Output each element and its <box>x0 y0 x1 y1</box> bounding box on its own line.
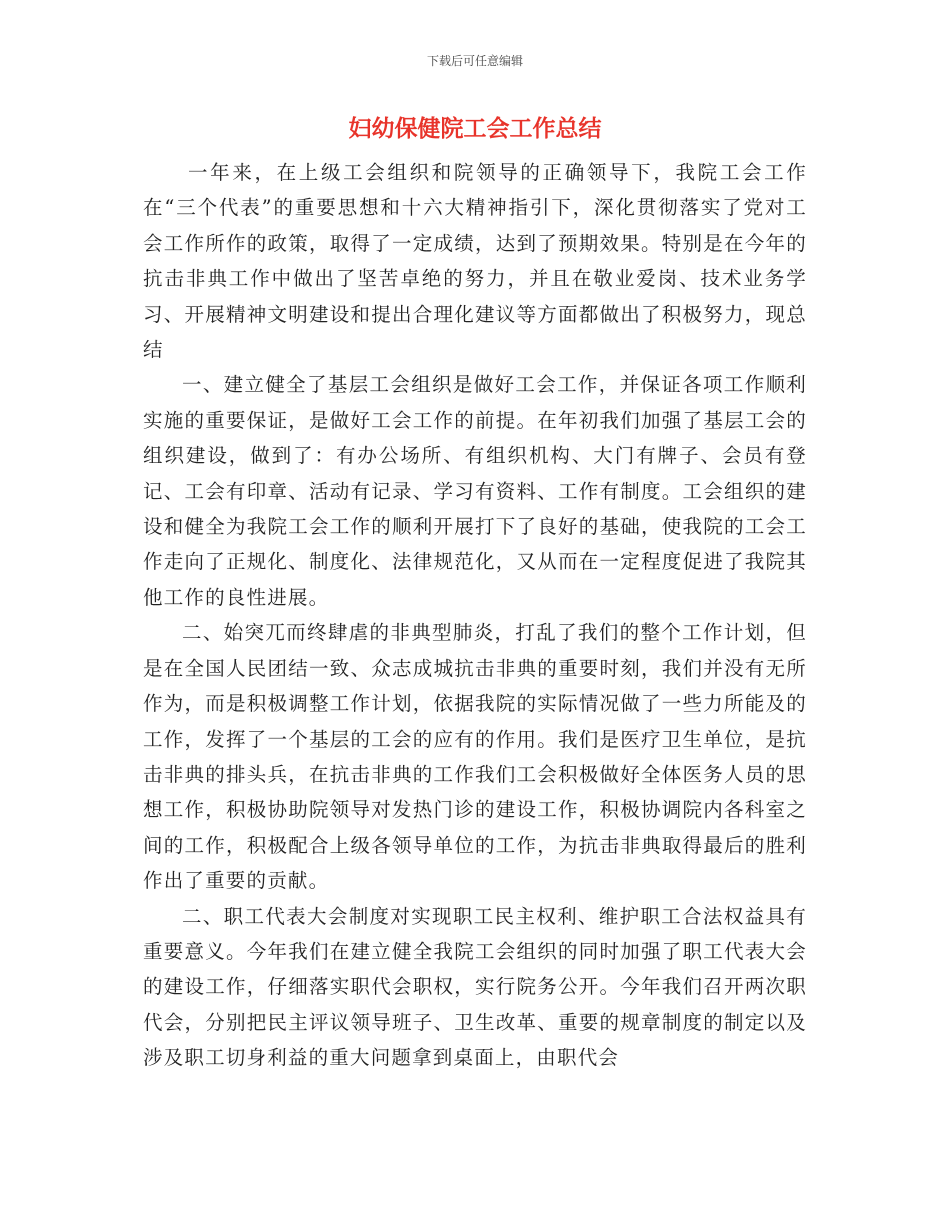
header-note: 下载后可任意编辑 <box>426 54 523 68</box>
paragraph-section-1: 一、建立健全了基层工会组织是做好工会工作，并保证各项工作顺利实施的重要保证，是做好工会工作的前提。在年初我们加强了基层工会的组织建设，做到了：有办公场所、有组织机构、大门有牌子、会员有登记、工会有印章、活动有记录、学习有资料、工作有制度。工会组织的建设和健全为我院工会工作的顺利开展打下了良好的基础，使我院的工会工作走向了正规化、制度化、法律规范化，又从而在一定程度促进了我院其他工作的良性进展。 <box>143 373 807 609</box>
document-title: 妇幼保健院工会工作总结 <box>348 115 602 142</box>
paragraph-section-2: 二、始突兀而终肆虐的非典型肺炎，打乱了我们的整个工作计划，但是在全国人民团结一致、众志成城抗击非典的重要时刻，我们并没有无所作为，而是积极调整工作计划，依据我院的实际情况做了一些力所能及的工作，发挥了一个基层的工会的应有的作用。我们是医疗卫生单位，是抗击非典的排头兵，在抗击非典的工作我们工会积极做好全体医务人员的思想工作，积极协助院领导对发热门诊的建设工作，积极协调院内各科室之间的工作，积极配合上级各领导单位的工作，为抗击非典取得最后的胜利作出了重要的贡献。 <box>143 621 807 893</box>
paragraph-intro: 一年来，在上级工会组织和院领导的正确领导下，我院工会工作在“三个代表”的重要思想和十六大精神指引下，深化贯彻落实了党对工会工作所作的政策，取得了一定成绩，达到了预期效果。特别是在今年的抗击非典工作中做出了坚苦卓绝的努力，并且在敬业爱岗、技术业务学习、开展精神文明建设和提出合理化建议等方面都做出了积极努力，现总结 <box>143 161 807 362</box>
document-body <box>143 155 807 1076</box>
paragraph-section-3: 二、职工代表大会制度对实现职工民主权利、维护职工合法权益具有重要意义。今年我们在建立健全我院工会组织的同时加强了职工代表大会的建设工作，仔细落实职代会职权，实行院务公开。今年我们召开两次职代会，分别把民主评议领导班子、卫生改革、重要的规章制度的制定以及涉及职工切身利益的重大问题拿到桌面上，由职代会 <box>143 904 807 1070</box>
